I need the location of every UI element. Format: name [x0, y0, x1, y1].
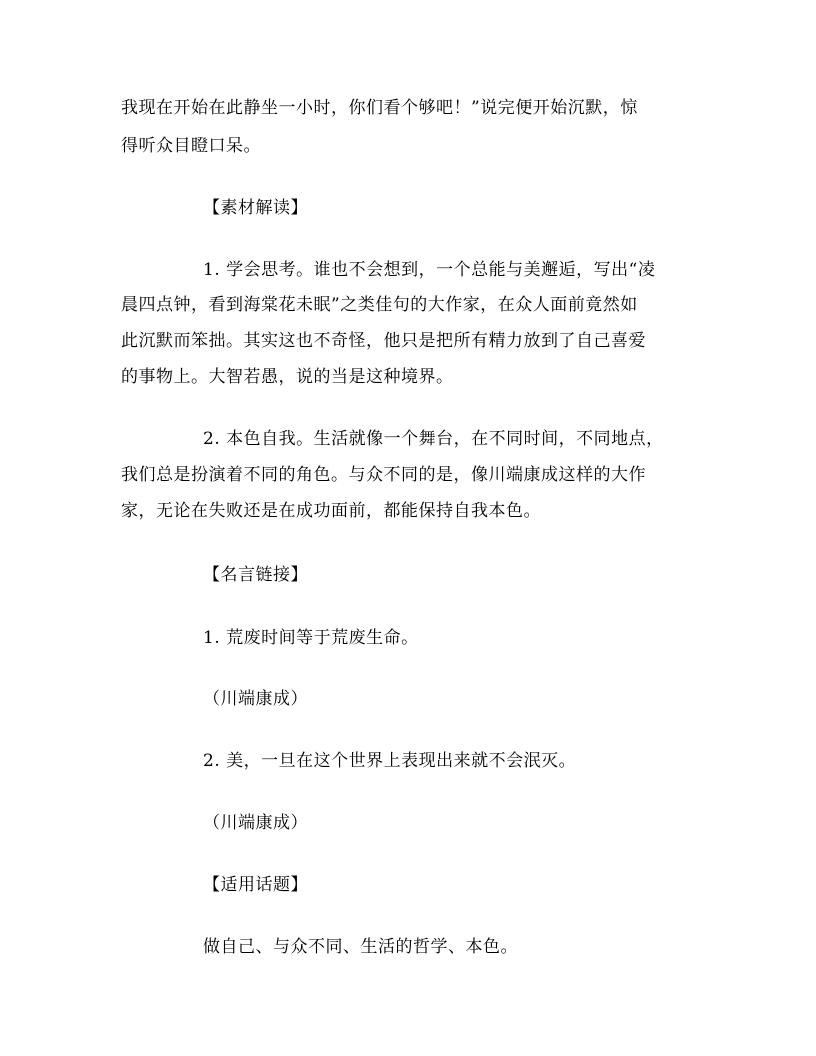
point-2-line-1: 2. 本色自我。生活就像一个舞台，在不同时间，不同地点， [203, 429, 664, 449]
quote-2-source: （川端康成） [203, 813, 308, 833]
point-1-line-4: 的事物上。大智若愚，说的当是这种境界。 [121, 367, 454, 387]
point-2-line-2: 我们总是扮演着不同的角色。与众不同的是，像川端康成这样的大作 [121, 465, 646, 485]
continued-paragraph-line-1: 我现在开始在此静坐一小时，你们看个够吧！”说完便开始沉默，惊 [121, 98, 638, 118]
applicable-topics-text: 做自己、与众不同、生活的哲学、本色。 [203, 937, 518, 957]
point-2-line-3: 家，无论在失败还是在成功面前，都能保持自我本色。 [121, 501, 541, 521]
section-heading-material-interpretation: 【素材解读】 [203, 198, 308, 218]
continued-paragraph-line-2: 得听众目瞪口呆。 [121, 136, 261, 156]
section-heading-quote-links: 【名言链接】 [203, 565, 308, 585]
quote-1-source: （川端康成） [203, 689, 308, 709]
quote-2: 2. 美，一旦在这个世界上表现出来就不会泯灭。 [203, 751, 577, 771]
section-heading-applicable-topics: 【适用话题】 [203, 875, 308, 895]
point-1-line-3: 此沉默而笨拙。其实这也不奇怪，他只是把所有精力放到了自己喜爱 [121, 331, 646, 351]
quote-1: 1. 荒废时间等于荒废生命。 [203, 628, 419, 648]
point-1-line-1: 1. 学会思考。谁也不会想到，一个总能与美邂逅，写出“凌 [203, 260, 656, 280]
point-1-line-2: 晨四点钟，看到海棠花未眠”之类佳句的大作家，在众人面前竟然如 [121, 295, 638, 315]
